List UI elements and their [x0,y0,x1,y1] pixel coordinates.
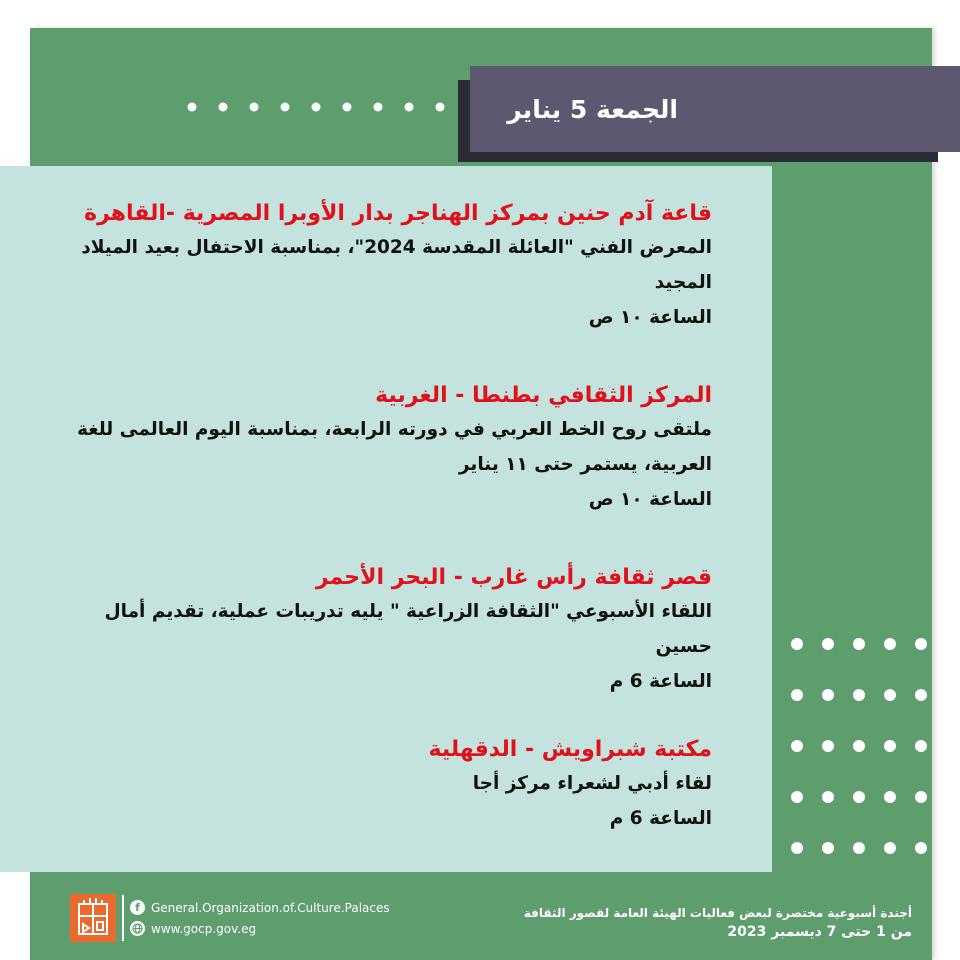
event-venue: المركز الثقافي بطنطا - الغربية [375,383,712,408]
event-item [62,734,712,836]
decorative-dot [884,740,896,752]
decorative-dot [946,638,958,650]
decorative-dot [946,791,958,803]
event-time: الساعة 6 م [609,808,712,829]
date-banner [470,66,960,152]
decorative-dot [884,689,896,701]
social-links [130,900,390,936]
decorative-dot [915,638,927,650]
event-description: ملتقى روح الخط العربي في دورته الرابعة، بمناسبة اليوم العالمى للغة العربية، يستمر حتى ١١ يناير [77,419,712,475]
event-time: الساعة ١٠ ص [588,489,712,510]
decorative-dot [946,842,958,854]
footer-divider [122,895,124,941]
facebook-link[interactable] [130,900,390,915]
agenda-caption-line1: أجندة أسبوعية مختصرة لبعض فعاليات الهيئة العامة لقصور الثقافة [523,906,912,920]
decorative-dot [791,689,803,701]
decorative-dot [915,740,927,752]
decorative-dot [853,689,865,701]
decorative-dot [915,791,927,803]
decorative-dot [791,842,803,854]
decorative-dot [853,842,865,854]
event-time: الساعة ١٠ ص [588,307,712,328]
event-item [62,380,712,517]
decorative-dot [853,791,865,803]
event-description: اللقاء الأسبوعي "الثقافة الزراعية " يليه تدريبات عملية، تقديم أمال حسين [104,601,712,657]
event-item [62,198,712,335]
decorative-dot [853,638,865,650]
events-panel [0,166,772,872]
website-link[interactable] [130,921,390,936]
decorative-dots-grid [786,630,960,860]
event-venue: قصر ثقافة رأس غارب - البحر الأحمر [315,565,712,590]
decorative-dot [822,638,834,650]
decorative-dot [946,689,958,701]
decorative-dot [791,638,803,650]
decorative-dot [915,689,927,701]
globe-icon [130,921,145,936]
facebook-page-name: General.Organization.of.Culture.Palaces [151,900,390,915]
footer-brand [70,892,390,944]
event-venue: مكتبة شبراويش - الدقهلية [428,737,712,762]
agenda-caption [524,904,912,942]
decorative-dot [884,842,896,854]
decorative-dot [822,791,834,803]
decorative-dot [946,740,958,752]
event-time: الساعة 6 م [609,671,712,692]
decorative-dot [791,791,803,803]
decorative-dot [822,842,834,854]
website-url: www.gocp.gov.eg [151,921,257,936]
event-description: المعرض الفني "العائلة المقدسة 2024"، بمناسبة الاحتفال بعيد الميلاد المجيد [81,237,712,293]
decorative-dot [822,689,834,701]
event-description: لقاء أدبي لشعراء مركز أجا [472,773,712,794]
decorative-dot [915,842,927,854]
agenda-caption-line2: من 1 حتى 7 ديسمبر 2023 [727,924,912,940]
facebook-icon: f [130,900,145,915]
gocp-logo [70,894,116,942]
decorative-dot [884,791,896,803]
decorative-dot [884,638,896,650]
decorative-dot [791,740,803,752]
decorative-dot [822,740,834,752]
event-venue: قاعة آدم حنين بمركز الهناجر بدار الأوبرا المصرية -القاهرة [84,201,712,226]
date-title: الجمعة 5 يناير [507,94,678,124]
decorative-dots-top [186,100,446,114]
decorative-dot [853,740,865,752]
event-item [62,562,712,699]
